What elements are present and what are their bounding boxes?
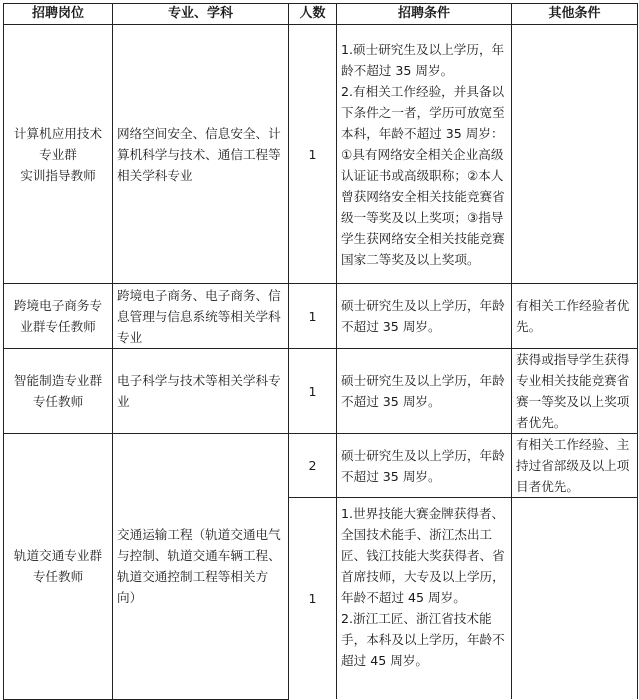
requirement-item: 1.世界技能大赛金牌获得者、全国技术能手、浙江杰出工匠、钱江技能大奖获得者、省首席技师，大专及以上学历，年龄不超过 45 周岁。 <box>341 506 505 605</box>
header-requirements: 招聘条件 <box>337 4 512 25</box>
header-major: 专业、学科 <box>113 4 289 25</box>
count-cell: 1 <box>289 349 337 434</box>
position-cell: 智能制造专业群专任教师 <box>4 349 113 434</box>
other-cell: 获得或指导学生获得专业相关技能竞赛省赛一等奖及以上奖项者优先。 <box>512 349 638 434</box>
other-cell: 有相关工作经验者优先。 <box>512 284 638 349</box>
position-line: 专业群 <box>39 146 77 162</box>
count-cell: 1 <box>289 25 337 284</box>
position-line: 计算机应用技术 <box>13 125 103 141</box>
table-row <box>4 434 638 498</box>
table-row <box>4 284 638 349</box>
requirement-item: 2.浙江工匠、浙江省技术能手，本科及以上学历，年龄不超过 45 周岁。 <box>341 611 505 668</box>
count-cell: 1 <box>289 284 337 349</box>
major-cell: 跨境电子商务、电子商务、信息管理与信息系统等相关学科专业 <box>113 284 289 349</box>
position-cell <box>4 25 113 284</box>
header-count: 人数 <box>289 4 337 25</box>
requirements-cell <box>337 25 512 284</box>
count-cell: 1 <box>289 498 337 700</box>
requirements-cell: 硕士研究生及以上学历，年龄不超过 35 周岁。 <box>337 434 512 498</box>
requirement-item: 1.硕士研究生及以上学历，年龄不超过 35 周岁。 <box>341 41 505 78</box>
table-header-row <box>4 4 638 25</box>
requirement-item: 2.有相关工作经验，并具备以下条件之一者，学历可放宽至本科，年龄不超过 35 周岁：①具有网络安全相关企业高级认证证书或高级职称；②本人曾获网络安全相关技能竞赛省级一等奖及以上奖项；③指导学生获网络安全相关技能竞赛国家二等奖及以上奖项。 <box>341 83 505 267</box>
header-other: 其他条件 <box>512 4 638 25</box>
table-row <box>4 349 638 434</box>
count-cell: 2 <box>289 434 337 498</box>
major-cell: 网络空间安全、信息安全、计算机科学与技术、通信工程等相关学科专业 <box>113 25 289 284</box>
major-cell: 电子科学与技术等相关学科专业 <box>113 349 289 434</box>
table-row <box>4 25 638 284</box>
other-cell <box>512 498 638 700</box>
other-cell: 有相关工作经验、主持过省部级及以上项目者优先。 <box>512 434 638 498</box>
header-position: 招聘岗位 <box>4 4 113 25</box>
requirements-cell: 硕士研究生及以上学历，年龄不超过 35 周岁。 <box>337 349 512 434</box>
position-line: 实训指导教师 <box>20 167 96 183</box>
position-cell: 轨道交通专业群专任教师 <box>4 434 113 700</box>
other-cell <box>512 25 638 284</box>
position-cell: 跨境电子商务专业群专任教师 <box>4 284 113 349</box>
major-cell: 交通运输工程（轨道交通电气与控制、轨道交通车辆工程、轨道交通控制工程等相关方向） <box>113 434 289 700</box>
recruitment-table <box>3 3 638 700</box>
requirements-cell: 硕士研究生及以上学历，年龄不超过 35 周岁。 <box>337 284 512 349</box>
requirements-cell <box>337 498 512 700</box>
